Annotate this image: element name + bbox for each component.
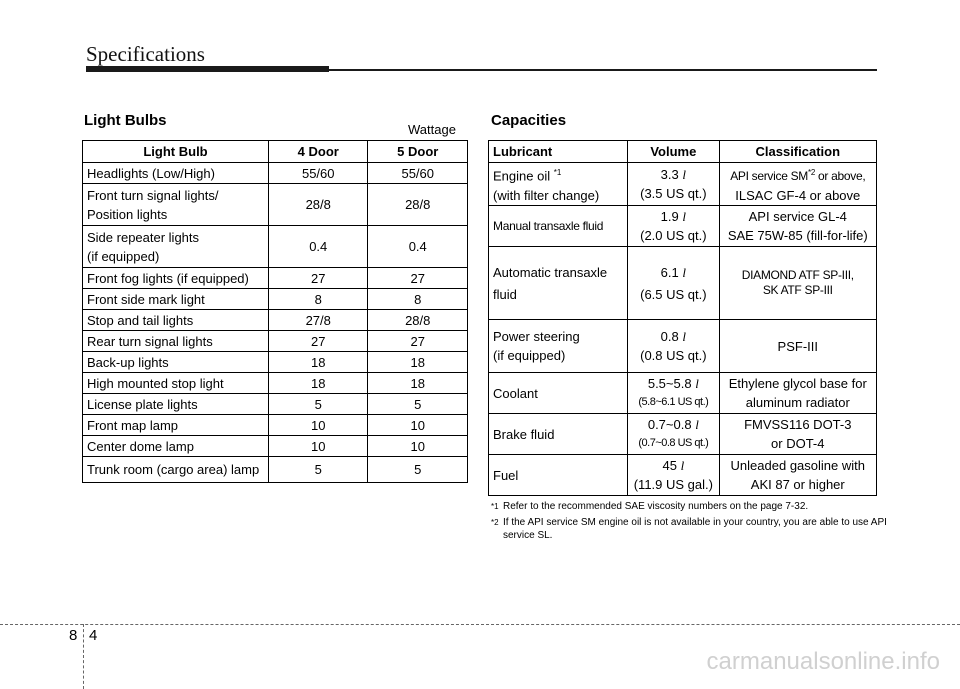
bulb-4door: 18: [269, 352, 368, 373]
lubricant-volume: 3.3 l (3.5 US qt.): [628, 163, 719, 206]
table-row: [83, 457, 468, 483]
lubricant-classification: API service GL-4 SAE 75W-85 (fill-for-life): [719, 206, 876, 247]
bulb-5door: 0.4: [368, 226, 468, 268]
table-row: [83, 289, 468, 310]
bulb-name: Side repeater lights (if equipped): [83, 226, 269, 268]
bulb-5door: 27: [368, 331, 468, 352]
lubricant-classification: Ethylene glycol base for aluminum radiator: [719, 373, 876, 414]
bulb-5door: 10: [368, 415, 468, 436]
lubricant-name: Engine oil $^{*1}$ (with filter change): [489, 163, 628, 206]
page-section-title: Specifications: [86, 42, 205, 66]
lubricant-classification: Unleaded gasoline with AKI 87 or higher: [719, 455, 876, 496]
bulb-4door: 28/8: [269, 184, 368, 226]
table-header-row: [489, 141, 877, 163]
bulb-name: Trunk room (cargo area) lamp: [83, 457, 269, 483]
lubricant-volume: 6.1 l (6.5 US qt.): [628, 247, 719, 320]
table-row: [489, 163, 877, 206]
bulb-4door: 18: [269, 373, 368, 394]
column-header: 4 Door: [269, 141, 368, 163]
bulb-name: Rear turn signal lights: [83, 331, 269, 352]
bulb-4door: 27: [269, 331, 368, 352]
lubricant-name: Manual transaxle fluid: [489, 206, 628, 247]
capacities-title: Capacities: [491, 112, 567, 129]
table-row: [489, 320, 877, 373]
footnote-text: Refer to the recommended SAE viscosity numbers on the page 7-32.: [503, 501, 809, 512]
footnote-mark: *2: [491, 518, 499, 527]
footnote-text: If the API service SM engine oil is not available in your country, you are able to use API service SL.: [503, 517, 887, 541]
lubricant-classification: FMVSS116 DOT-3 or DOT-4: [719, 414, 876, 455]
bulb-5door: 5: [368, 394, 468, 415]
lubricant-name: Power steering (if equipped): [489, 320, 628, 373]
table-row: [489, 247, 877, 320]
lubricant-name: Automatic transaxle fluid: [489, 247, 628, 320]
bulb-4door: 5: [269, 457, 368, 483]
bulb-4door: 5: [269, 394, 368, 415]
column-header: Classification: [719, 141, 876, 163]
bulb-5door: 55/60: [368, 163, 468, 184]
bulb-4door: 10: [269, 436, 368, 457]
bulb-4door: 8: [269, 289, 368, 310]
capacities-table: [488, 140, 877, 496]
page-number: 4: [89, 627, 98, 644]
bulb-5door: 18: [368, 352, 468, 373]
table-row: [83, 352, 468, 373]
footer-page-divider: [83, 624, 84, 689]
column-header: 5 Door: [368, 141, 468, 163]
column-header: Light Bulb: [83, 141, 269, 163]
bulb-4door: 10: [269, 415, 368, 436]
lubricant-volume: 1.9 l (2.0 US qt.): [628, 206, 719, 247]
lubricant-volume: 0.7~0.8 l (0.7~0.8 US qt.): [628, 414, 719, 455]
bulb-4door: 27: [269, 268, 368, 289]
table-row: [83, 415, 468, 436]
table-row: [83, 184, 468, 226]
bulb-name: Front turn signal lights/ Position lights: [83, 184, 269, 226]
lubricant-volume: 0.8 l (0.8 US qt.): [628, 320, 719, 373]
table-row: [83, 268, 468, 289]
bulb-5door: 28/8: [368, 310, 468, 331]
bulb-name: Front map lamp: [83, 415, 269, 436]
header-rule-thick: [86, 66, 329, 72]
lubricant-name: Fuel: [489, 455, 628, 496]
bulb-4door: 55/60: [269, 163, 368, 184]
table-row: [83, 436, 468, 457]
table-row: [489, 206, 877, 247]
table-row: [83, 163, 468, 184]
bulb-name: Back-up lights: [83, 352, 269, 373]
column-header: Volume: [628, 141, 719, 163]
lubricant-classification: API service SM$^{*2}$ or above, ILSAC GF-4 or above: [719, 163, 876, 206]
bulb-name: Headlights (Low/High): [83, 163, 269, 184]
bulb-name: Stop and tail lights: [83, 310, 269, 331]
footnote: [491, 516, 891, 542]
footnote-mark: *1: [491, 502, 499, 511]
bulb-name: Front fog lights (if equipped): [83, 268, 269, 289]
bulb-name: Center dome lamp: [83, 436, 269, 457]
table-row: [83, 394, 468, 415]
bulb-5door: 10: [368, 436, 468, 457]
bulb-4door: 27/8: [269, 310, 368, 331]
table-row: [489, 373, 877, 414]
lubricant-classification: PSF-III: [719, 320, 876, 373]
bulb-4door: 0.4: [269, 226, 368, 268]
footer-divider: [0, 624, 960, 625]
bulb-5door: 5: [368, 457, 468, 483]
table-header-row: [83, 141, 468, 163]
footnote: [491, 500, 891, 513]
table-row: [489, 414, 877, 455]
light-bulbs-title: Light Bulbs: [84, 112, 167, 129]
chapter-number: 8: [69, 627, 78, 644]
lubricant-name: Brake fluid: [489, 414, 628, 455]
column-header: Lubricant: [489, 141, 628, 163]
site-watermark: carmanualsonline.info: [706, 648, 940, 675]
lubricant-volume: 45 l (11.9 US gal.): [628, 455, 719, 496]
table-row: [83, 373, 468, 394]
bulb-5door: 27: [368, 268, 468, 289]
table-row: [489, 455, 877, 496]
lubricant-volume: 5.5~5.8 l (5.8~6.1 US qt.): [628, 373, 719, 414]
bulb-name: High mounted stop light: [83, 373, 269, 394]
table-row: [83, 226, 468, 268]
lubricant-classification: DIAMOND ATF SP-III, SK ATF SP-III: [719, 247, 876, 320]
lubricant-name: Coolant: [489, 373, 628, 414]
wattage-note: Wattage: [408, 122, 456, 137]
table-row: [83, 331, 468, 352]
table-row: [83, 310, 468, 331]
bulb-5door: 18: [368, 373, 468, 394]
light-bulbs-table: [82, 140, 468, 483]
bulb-name: License plate lights: [83, 394, 269, 415]
bulb-5door: 28/8: [368, 184, 468, 226]
header-rule-thin: [329, 69, 877, 71]
bulb-5door: 8: [368, 289, 468, 310]
bulb-name: Front side mark light: [83, 289, 269, 310]
